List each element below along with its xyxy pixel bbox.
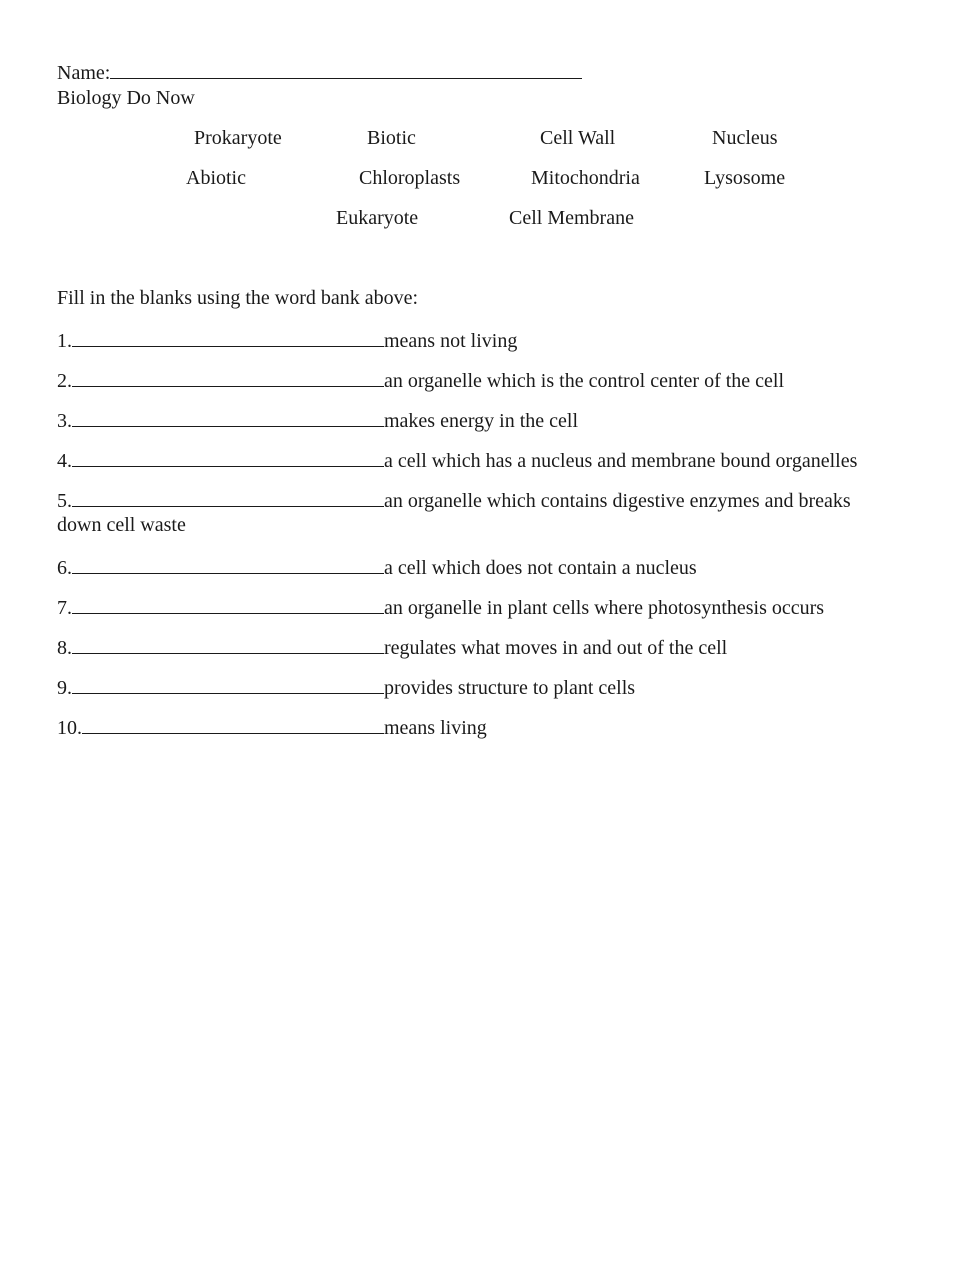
word-bank-item: Prokaryote (194, 127, 282, 149)
answer-blank[interactable] (72, 448, 384, 467)
word-bank-item: Nucleus (712, 127, 778, 149)
question-row (57, 595, 824, 618)
question-number: 3. (57, 410, 72, 432)
answer-blank[interactable] (82, 715, 384, 734)
question-row (57, 635, 727, 658)
question-number: 8. (57, 637, 72, 659)
answer-blank[interactable] (72, 555, 384, 574)
answer-blank[interactable] (72, 328, 384, 347)
question-number: 4. (57, 450, 72, 472)
word-bank-item: Biotic (367, 127, 416, 149)
question-number: 9. (57, 677, 72, 699)
question-text: means living (384, 717, 487, 739)
question-number: 10. (57, 717, 82, 739)
question-row (57, 715, 487, 738)
question-text: a cell which does not contain a nucleus (384, 557, 697, 579)
answer-blank[interactable] (72, 368, 384, 387)
name-blank[interactable] (110, 60, 582, 79)
question-number: 6. (57, 557, 72, 579)
question-row (57, 448, 857, 471)
question-row (57, 328, 517, 351)
question-text: an organelle in plant cells where photosynthesis occurs (384, 597, 825, 619)
question-number: 5. (57, 490, 72, 512)
word-bank-item: Abiotic (186, 167, 246, 189)
name-field (57, 60, 582, 83)
word-bank-item: Chloroplasts (359, 167, 461, 189)
question-text: makes energy in the cell (384, 410, 579, 432)
question-text-continuation: down cell waste (57, 514, 186, 536)
name-label: Name: (57, 62, 111, 84)
word-bank-item: Cell Wall (540, 127, 616, 149)
question-row (57, 555, 697, 578)
question-row (57, 675, 635, 698)
question-text: an organelle which contains digestive enzymes and breaks (384, 490, 851, 512)
word-bank-item: Lysosome (704, 167, 786, 189)
question-text: a cell which has a nucleus and membrane bound organelles (384, 450, 858, 472)
question-number: 7. (57, 597, 72, 619)
answer-blank[interactable] (72, 635, 384, 654)
question-text: means not living (384, 330, 518, 352)
answer-blank[interactable] (72, 408, 384, 427)
question-text: provides structure to plant cells (384, 677, 636, 699)
word-bank-item: Cell Membrane (509, 207, 634, 229)
word-bank-item: Mitochondria (531, 167, 640, 189)
answer-blank[interactable] (72, 488, 384, 507)
instructions: Fill in the blanks using the word bank above: (57, 287, 419, 309)
question-row (57, 408, 578, 431)
answer-blank[interactable] (72, 675, 384, 694)
question-number: 2. (57, 370, 72, 392)
question-text: regulates what moves in and out of the cell (384, 637, 728, 659)
worksheet-title: Biology Do Now (57, 87, 195, 109)
question-number: 1. (57, 330, 72, 352)
question-row (57, 368, 784, 391)
question-text: an organelle which is the control center of the cell (384, 370, 785, 392)
question-row (57, 488, 851, 511)
word-bank-item: Eukaryote (336, 207, 419, 229)
answer-blank[interactable] (72, 595, 384, 614)
